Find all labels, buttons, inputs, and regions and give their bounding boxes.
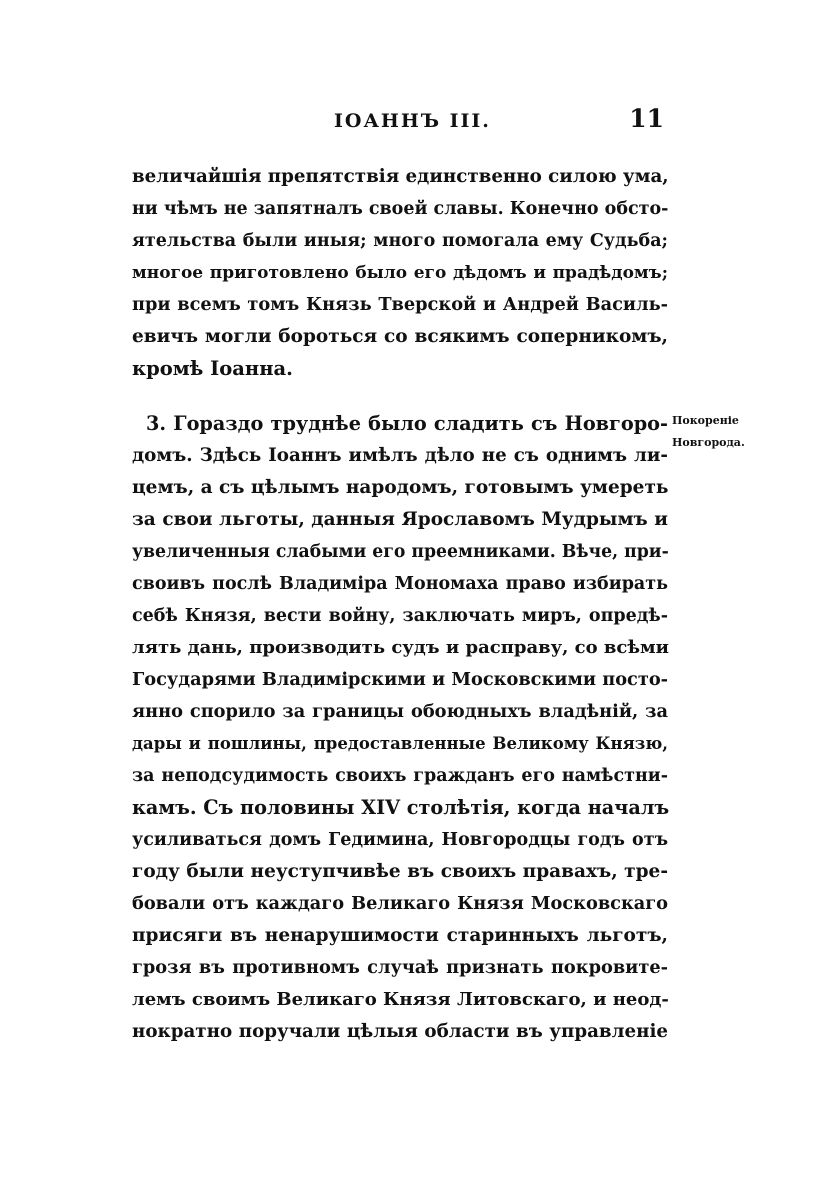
text-line: домъ. Здѣсь Іоаннъ имѣлъ дѣло не съ однимъ ли- xyxy=(132,445,668,466)
text-line: величайшія препятствія единственно силою ума, xyxy=(132,166,669,187)
text-line: янно спорило за границы обоюдныхъ владѣній, за xyxy=(132,701,668,722)
running-head xyxy=(132,104,668,138)
margin-note-line: Новгорода. xyxy=(672,436,745,449)
text-line: 3. Гораздо труднѣе было сладить съ Новгоро- xyxy=(146,412,668,435)
text-line: году были неуступчивѣе въ своихъ правахъ, тре- xyxy=(132,861,668,882)
text-line: лемъ своимъ Великаго Князя Литовскаго, и неод- xyxy=(132,989,669,1010)
text-line: евичъ могли бороться со всякимъ соперникомъ, xyxy=(132,326,668,347)
text-line: дары и пошлины, предоставленные Великому Князю, xyxy=(132,734,668,753)
text-line: камъ. Съ половины XIV столѣтія, когда началъ xyxy=(132,796,670,819)
text-line: ни чѣмъ не запятналъ своей славы. Конечно обсто- xyxy=(132,199,669,219)
page-number: 11 xyxy=(629,104,664,133)
running-title: ІОАННЪ III. xyxy=(334,110,491,132)
text-line: бовали отъ каждаго Великаго Князя Московскаго xyxy=(132,893,668,914)
text-line: кромѣ Іоанна. xyxy=(132,357,293,380)
margin-note xyxy=(672,410,762,454)
text-line: многое приготовлено было его дѣдомъ и прадѣдомъ; xyxy=(132,263,668,283)
text-line: цемъ, а съ цѣлымъ народомъ, готовымъ умереть xyxy=(132,477,669,498)
margin-note-line: Покореніе xyxy=(672,414,739,427)
text-line: за свои льготы, данныя Ярославомъ Мудрымъ и xyxy=(132,509,668,530)
text-line: нократно поручали цѣлыя области въ управленіе xyxy=(132,1021,668,1042)
text-line: за неподсудимость своихъ гражданъ его намѣстни- xyxy=(132,766,668,786)
text-line: при всемъ томъ Князь Тверской и Андрей Василь- xyxy=(132,294,668,315)
text-line: своивъ послѣ Владиміра Мономаха право избирать xyxy=(132,574,668,594)
text-line: себѣ Князя, вести войну, заключать миръ, опредѣ- xyxy=(132,606,668,626)
text-line: лять дань, производить судъ и расправу, со всѣми xyxy=(132,637,670,658)
text-line: Государями Владимірскими и Московскими посто- xyxy=(132,669,669,690)
text-line: присяги въ ненарушимости старинныхъ льготъ, xyxy=(132,925,668,946)
text-line: грозя въ противномъ случаѣ признать покровите- xyxy=(132,957,668,978)
text-line: увеличенныя слабыми его преемниками. Вѣче, при- xyxy=(132,542,669,562)
text-line: усиливаться домъ Гедимина, Новгородцы годъ отъ xyxy=(132,830,668,850)
text-line: ятельства были иныя; много помогала ему Судьба; xyxy=(132,231,668,251)
